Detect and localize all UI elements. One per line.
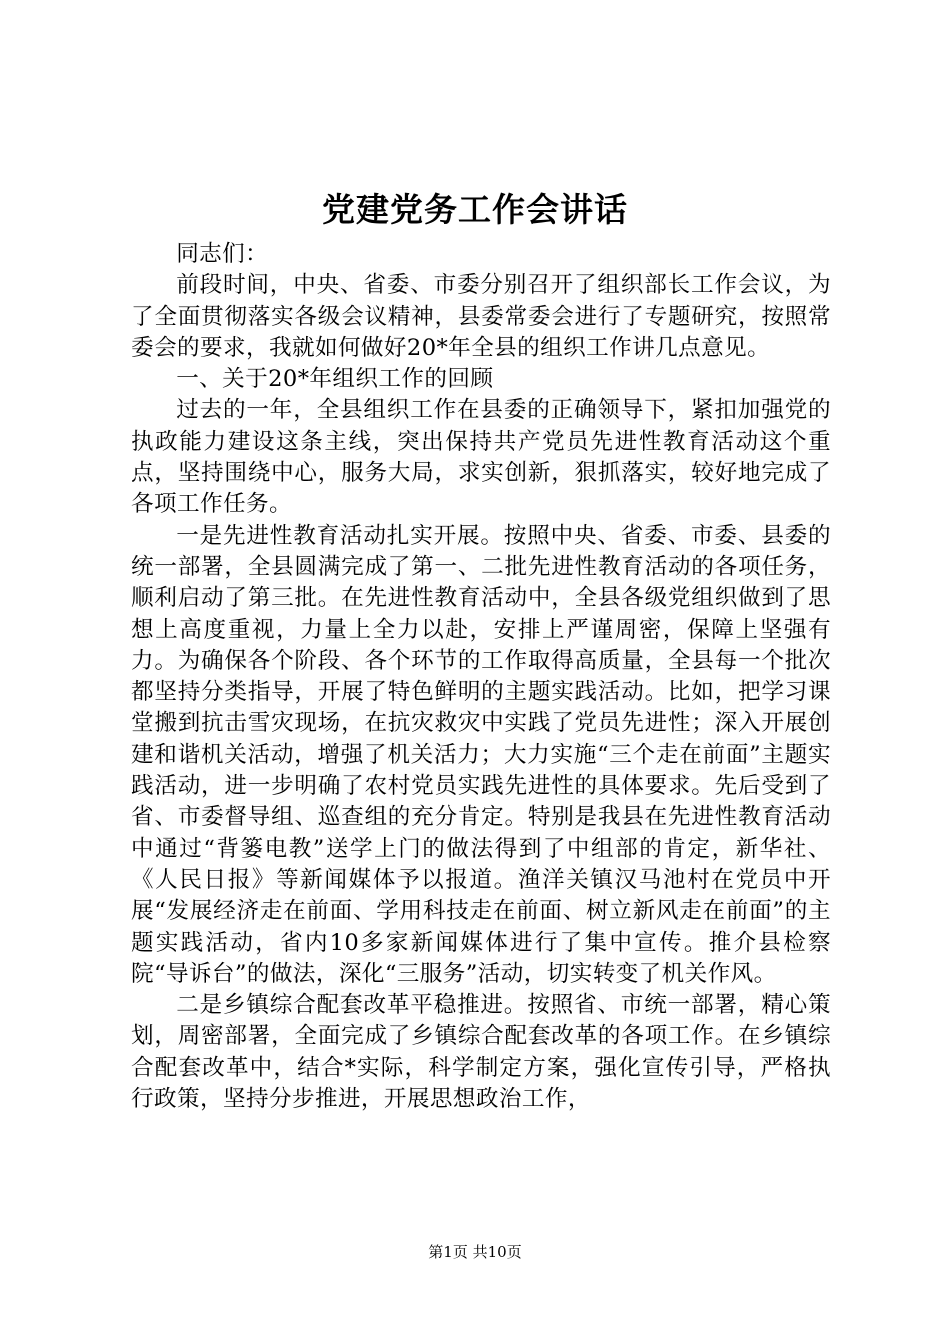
paragraph-review-summary: 过去的一年，全县组织工作在县委的正确领导下，紧扣加强党的执政能力建设这条主线，突出保持共产党员先进性教育活动这个重点，坚持围绕中心，服务大局，求实创新，狠抓落实，较好地完成了各项工作任务。 (131, 397, 831, 518)
section-heading-review: 一、关于20*年组织工作的回顾 (176, 366, 494, 393)
page-footer: 第1页 共10页 (428, 1243, 522, 1261)
paragraph-salutation: 同志们： (176, 241, 269, 267)
document-title: 党建党务工作会讲话 (322, 190, 628, 229)
paragraph-point-two: 二是乡镇综合配套改革平稳推进。按照省、市统一部署，精心策划，周密部署，全面完成了乡镇综合配套改革的各项工作。在乡镇综合配套改革中，结合*实际，科学制定方案，强化宣传引导，严格执行政策，坚持分步推进，开展思想政治工作， (131, 992, 831, 1113)
document-body (131, 239, 831, 1115)
paragraph-intro: 前段时间，中央、省委、市委分别召开了组织部长工作会议，为了全面贯彻落实各级会议精神，县委常委会进行了专题研究，按照常委会的要求，我就如何做好20*年全县的组织工作讲几点意见。 (131, 272, 831, 361)
paragraph-point-one: 一是先进性教育活动扎实开展。按照中央、省委、市委、县委的统一部署，全县圆满完成了第一、二批先进性教育活动的各项任务，顺利启动了第三批。在先进性教育活动中，全县各级党组织做到了思想上高度重视，力量上全力以赴，安排上严谨周密，保障上坚强有力。为确保各个阶段、各个环节的工作取得高质量，全县每一个批次都坚持分类指导，开展了特色鲜明的主题实践活动。比如，把学习课堂搬到抗击雪灾现场，在抗灾救灾中实践了党员先进性；深入开展创建和谐机关活动，增强了机关活力；大力实施“三个走在前面”主题实践活动，进一步明确了农村党员实践先进性的具体要求。先后受到了省、市委督导组、巡查组的充分肯定。特别是我县在先进性教育活动中通过“背篓电教”送学上门的做法得到了中组部的肯定，新华社、《人民日报》等新闻媒体予以报道。渔洋关镇汉马池村在党员中开展“发展经济走在前面、学用科技走在前面、树立新风走在前面”的主题实践活动，省内10多家新闻媒体进行了集中宣传。推介县检察院“导诉台”的做法，深化“三服务”活动，切实转变了机关作风。 (131, 522, 831, 987)
